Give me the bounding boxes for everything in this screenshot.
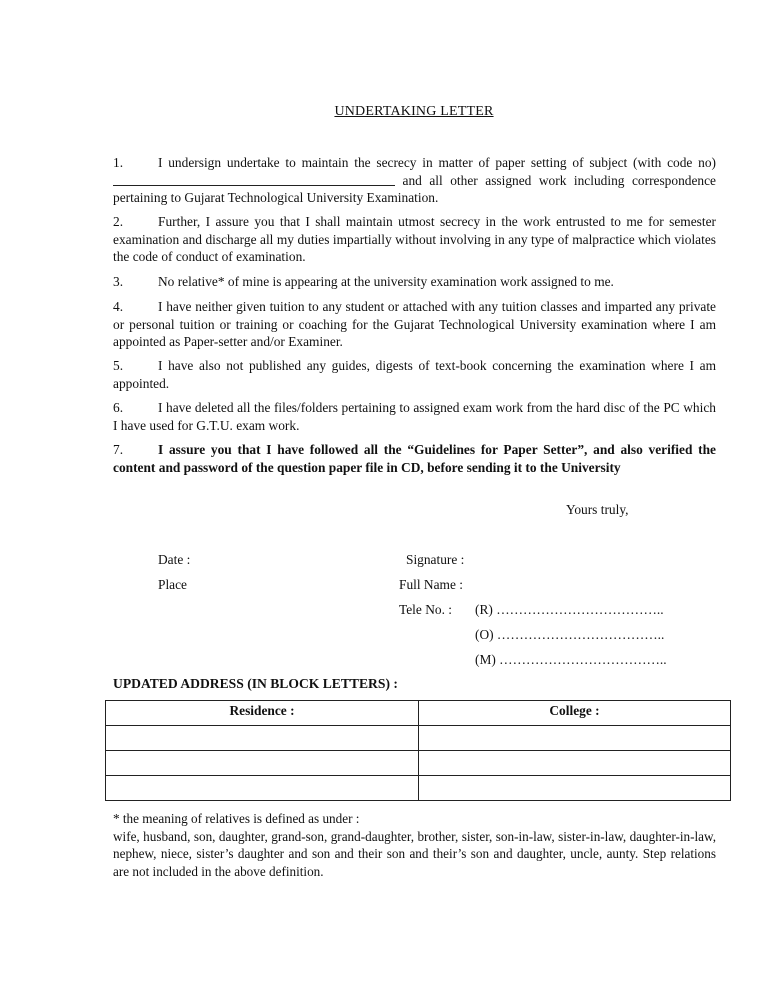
item-1-text-before: I undersign undertake to maintain the secrecy in matter of paper setting of subject (with code no) [158, 155, 716, 170]
table-row [106, 776, 731, 801]
item-5 [113, 357, 716, 392]
residence-cell [106, 751, 419, 776]
item-text: Further, I assure you that I shall maintain utmost secrecy in the work entrusted to me for semester examination and discharge all my duties impartially without involving in any type of malpractice which violates the code of conduct of examination. [113, 214, 716, 264]
item-text: I have deleted all the files/folders pertaining to assigned exam work from the hard disc of the PC which I have used for G.T.U. exam work. [113, 400, 716, 433]
closing-yours-truly: Yours truly, [566, 502, 629, 517]
college-header: College : [419, 701, 731, 726]
table-row [106, 726, 731, 751]
place-label: Place [158, 577, 187, 592]
item-number: 1. [113, 155, 124, 170]
college-cell [419, 726, 731, 751]
item-text: I have also not published any guides, digests of text-book concerning the examination where I am appointed. [113, 358, 716, 391]
residence-cell [106, 776, 419, 801]
item-1-text-after: and all other assigned work including correspondence pertaining to Gujarat Technological University Examination. [113, 172, 716, 205]
item-4 [113, 298, 716, 351]
item-number: 2. [113, 214, 124, 229]
item-text: No relative* of mine is appearing at the university examination work assigned to me. [158, 274, 614, 289]
date-label: Date : [158, 552, 191, 567]
item-number: 6. [113, 400, 124, 415]
item-7 [113, 441, 716, 476]
college-cell [419, 776, 731, 801]
college-cell [419, 751, 731, 776]
item-number: 7. [113, 442, 124, 457]
document-title: UNDERTAKING LETTER [334, 104, 494, 119]
item-text: I assure you that I have followed all the “Guidelines for Paper Setter”, and also verified the content and password of the question paper file in CD, before sending it to the University [113, 442, 716, 475]
full-name-label: Full Name : [399, 577, 463, 592]
table-row [106, 751, 731, 776]
item-text: I have neither given tuition to any student or attached with any tuition classes and imparted any private or personal tuition or training or coaching for the Gujarat Technological University examination where I am appointed as Paper-setter and/or Examiner. [113, 299, 716, 349]
item-3 [113, 273, 716, 291]
tele-mobile: (M) ……………………………….. [475, 652, 667, 667]
item-1 [113, 154, 716, 207]
item-2 [113, 213, 716, 266]
address-heading: UPDATED ADDRESS (IN BLOCK LETTERS) : [113, 676, 398, 691]
tele-residence: (R) ……………………………….. [475, 602, 664, 617]
tele-no-label: Tele No. : [399, 602, 452, 617]
footnote-intro: * the meaning of relatives is defined as under : [113, 811, 360, 826]
item-number: 5. [113, 358, 124, 373]
tele-office: (O) ……………………………….. [475, 627, 665, 642]
footnote-text: wife, husband, son, daughter, grand-son, grand-daughter, brother, sister, son-in-law, sister-in-law, daughter-in-law, nephew, niece, sister’s daughter and son and their son and their’s son and daughter, uncle, aunty. Step relations are not included in the above definition. [113, 829, 716, 879]
table-header-row [106, 701, 731, 726]
item-number: 3. [113, 274, 124, 289]
residence-header: Residence : [106, 701, 419, 726]
signature-label: Signature : [406, 552, 465, 567]
subject-code-blank [113, 173, 395, 186]
residence-cell [106, 726, 419, 751]
item-6 [113, 399, 716, 434]
item-number: 4. [113, 299, 124, 314]
address-table [105, 700, 731, 801]
